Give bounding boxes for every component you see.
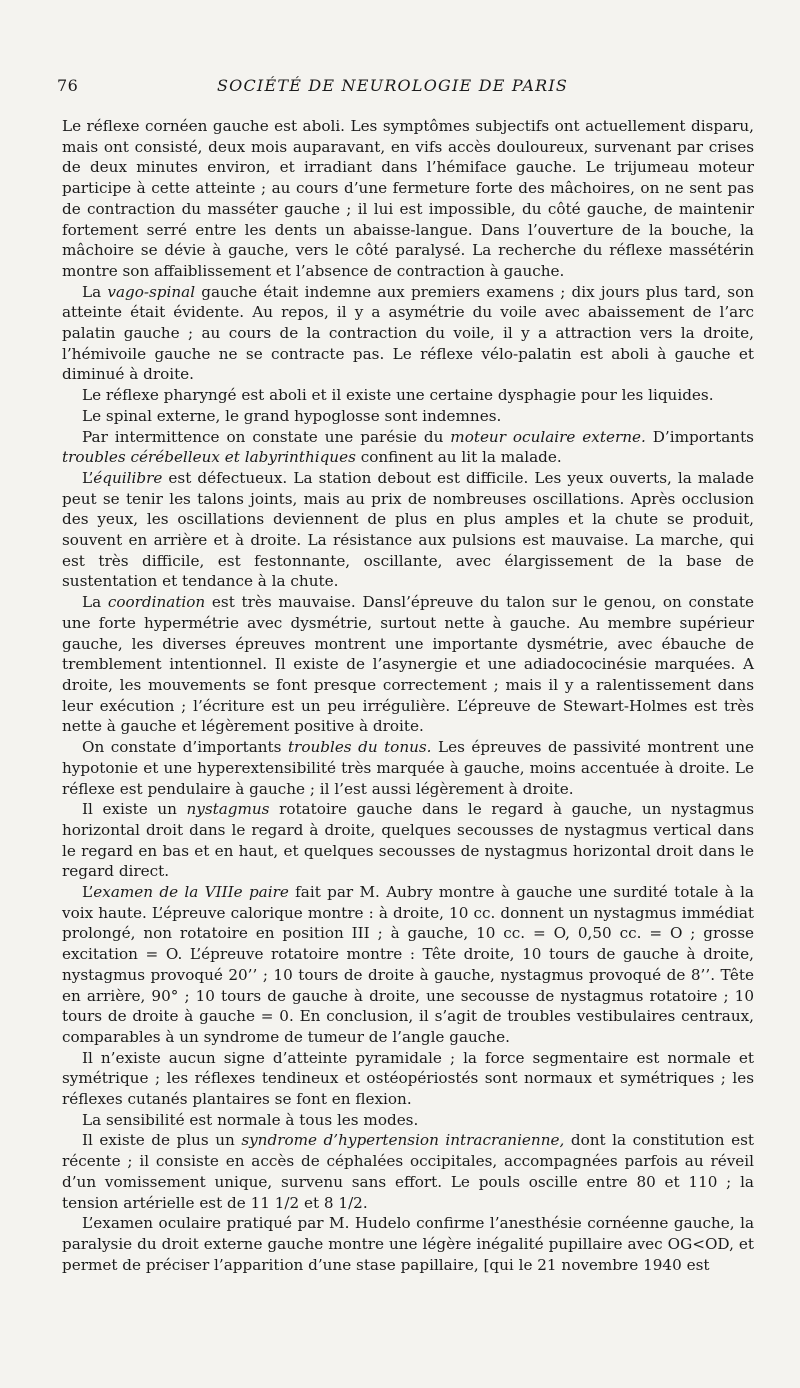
text-run: rotatoire gauche dans le regard à gauche, un nystagmus horizontal droit dans le regard à droite, quelques secousses de nystagmus vertical dans le regard en bas et en haut, et quelques secousses de nystagmus horizontal droit dans le regard direct. — [62, 800, 754, 881]
text-run: La sensibilité est normale à tous les modes. — [82, 1110, 419, 1129]
italic-term: troubles cérébelleux et labyrinthiques — [62, 448, 356, 467]
text-run: gauche était indemne aux premiers examens ; dix jours plus tard, son atteinte était évidente. Au repos, il y a asymétrie du voile avec abaissement de l’arc palatin gauche ; au cours de la contraction du voile, il y a attraction vers la droite, l’hémivoile gauche ne se contracte pas. Le réflexe vélo-palatin est aboli à gauche et diminué à droite. — [62, 282, 755, 384]
paragraph — [62, 282, 754, 386]
text-run: Les épreuves de passivité montrent une hypotonie et une hyperextensibilité très marquée à gauche, moins accentuée à droite. Le réflexe est pendulaire à gauche ; il l’est aussi légèrement à droite. — [62, 738, 754, 798]
body-text — [62, 116, 754, 1275]
text-run: Il existe de plus un — [82, 1131, 242, 1150]
paragraph — [62, 406, 754, 427]
paragraph — [62, 799, 754, 882]
text-run: est très mauvaise. Dansl’épreuve du talon sur le genou, on constate une forte hypermétrie avec dysmétrie, surtout nette à gauche. Au membre supérieur gauche, les diverses épreuves montrent une importante dysmétrie, avec ébauche de tremblement intentionnel. Il existe de l’asynergie et une adiadococinésie marquées. A droite, les mouvements se font presque correctement ; mais il y a ralentissement dans leur exécution ; l’écriture est un peu irrégulière. L’épreuve de Stewart-Holmes est très nette à gauche et légèrement positive à droite. — [62, 593, 754, 736]
italic-term: équilibre — [93, 468, 163, 487]
paragraph — [62, 116, 754, 282]
text-run: est défectueux. La station debout est difficile. Les yeux ouverts, la malade peut se tenir les talons joints, mais au prix de nombreuses oscillations. Après occlusion des yeux, les oscillations deviennent de plus en plus amples et la chute se produit, souvent en arrière et à droite. La résistance aux pulsions est mauvaise. La marche, qui est très difficile, est festonnante, oscillante, avec élargissement de la base de sustentation et tendance à la chute. — [62, 468, 754, 591]
text-run: Il n’existe aucun signe d’atteinte pyramidale ; la force segmentaire est normale et symétrique ; les réflexes tendineux et ostéopériostés sont normaux et symétriques ; les réflexes cutanés plantaires se font en flexion. — [62, 1048, 754, 1109]
italic-term: examen de la VIIIe paire — [93, 883, 289, 902]
italic-term: troubles du tonus. — [287, 738, 432, 757]
text-run: D’importants — [645, 427, 754, 446]
page-number: 76 — [57, 76, 79, 95]
text-run: Le spinal externe, le grand hypoglosse sont indemnes. — [82, 406, 502, 425]
text-run: L’ — [82, 883, 94, 902]
text-run: Il existe un — [82, 800, 187, 819]
text-run: dont la constitution est récente ; il consiste en accès de céphalées occipitales, accompagnées parfois au réveil d’un vomissement unique, survenu sans effort. Le pouls oscille entre 80 et 110 ; la tension artérielle est de 11 1/2 et 8 1/2. — [62, 1131, 754, 1212]
paragraph — [62, 737, 754, 799]
running-title: SOCIÉTÉ DE NEUROLOGIE DE PARIS — [217, 76, 569, 95]
text-run: Le réflexe pharyngé est aboli et il existe une certaine dysphagie pour les liquides. — [82, 386, 714, 405]
text-run: L’ — [82, 468, 94, 487]
text-run: On constate d’importants — [82, 738, 288, 757]
italic-term: moteur oculaire externe. — [450, 427, 646, 446]
paragraph — [62, 427, 754, 468]
text-run: La — [82, 282, 108, 301]
paragraph — [62, 1130, 754, 1213]
text-run: L’examen oculaire pratiqué par M. Hudelo confirme l’anesthésie cornéenne gauche, la paralysie du droit externe gauche montre une légère inégalité pupillaire avec OG<OD, et permet de préciser l’apparition d’une stase papillaire, [qui le 21 novembre 1940 est — [62, 1214, 754, 1274]
text-run: Le réflexe cornéen gauche est aboli. Les symptômes subjectifs ont actuellement disparu, mais ont consisté, deux mois auparavant, en vifs accès douloureux, survenant par crises de deux minutes environ, et irradiant dans l’hémiface gauche. Le trijumeau moteur participe à cette atteinte ; au cours d’une fermeture forte des mâchoires, on ne sent pas de contraction du masséter gauche ; il lui est impossible, du côté gauche, de maintenir fortement serré entre les dents un abaisse-langue. Dans l’ouverture de la bouche, la mâchoire se dévie à gauche, vers le côté paralysé. La recherche du réflexe massétérin montre son affaiblissement et l’absence de contraction à gauche. — [62, 117, 754, 280]
italic-term: nystagmus — [186, 800, 270, 819]
italic-term: vago-spinal — [107, 282, 196, 301]
text-run: Par intermittence on constate une parésie du — [82, 427, 451, 446]
paragraph — [62, 1048, 754, 1110]
paragraph — [62, 592, 754, 737]
page-header — [57, 76, 757, 100]
paragraph — [62, 468, 754, 592]
text-run: confinent au lit la malade. — [355, 448, 562, 467]
paragraph — [62, 882, 754, 1048]
paragraph — [62, 385, 754, 406]
italic-term: coordination — [107, 593, 206, 612]
text-run: fait par M. Aubry montre à gauche une surdité totale à la voix haute. L’épreuve calorique montre : à droite, 10 cc. donnent un nystagmus immédiat prolongé, non rotatoire en position III ; à gauche, 10 cc. = O, 0,50 cc. = O ; grosse excitation = O. L’épreuve rotatoire montre : Tête droite, 10 tours de gauche à droite, nystagmus provoqué 20’’ ; 10 tours de droite à gauche, nystagmus provoqué de 8’’. Tête en arrière, 90° ; 10 tours de gauche à droite, une secousse de nystagmus rotatoire ; 10 tours de droite à gauche = 0. En conclusion, il s’agit de troubles vestibulaires centraux, comparables à un syndrome de tumeur de l’angle gauche. — [62, 883, 754, 1046]
italic-term: syndrome d’hypertension intracranienne, — [241, 1131, 565, 1150]
paragraph — [62, 1213, 754, 1275]
paragraph — [62, 1110, 754, 1131]
text-run: La — [82, 593, 108, 612]
